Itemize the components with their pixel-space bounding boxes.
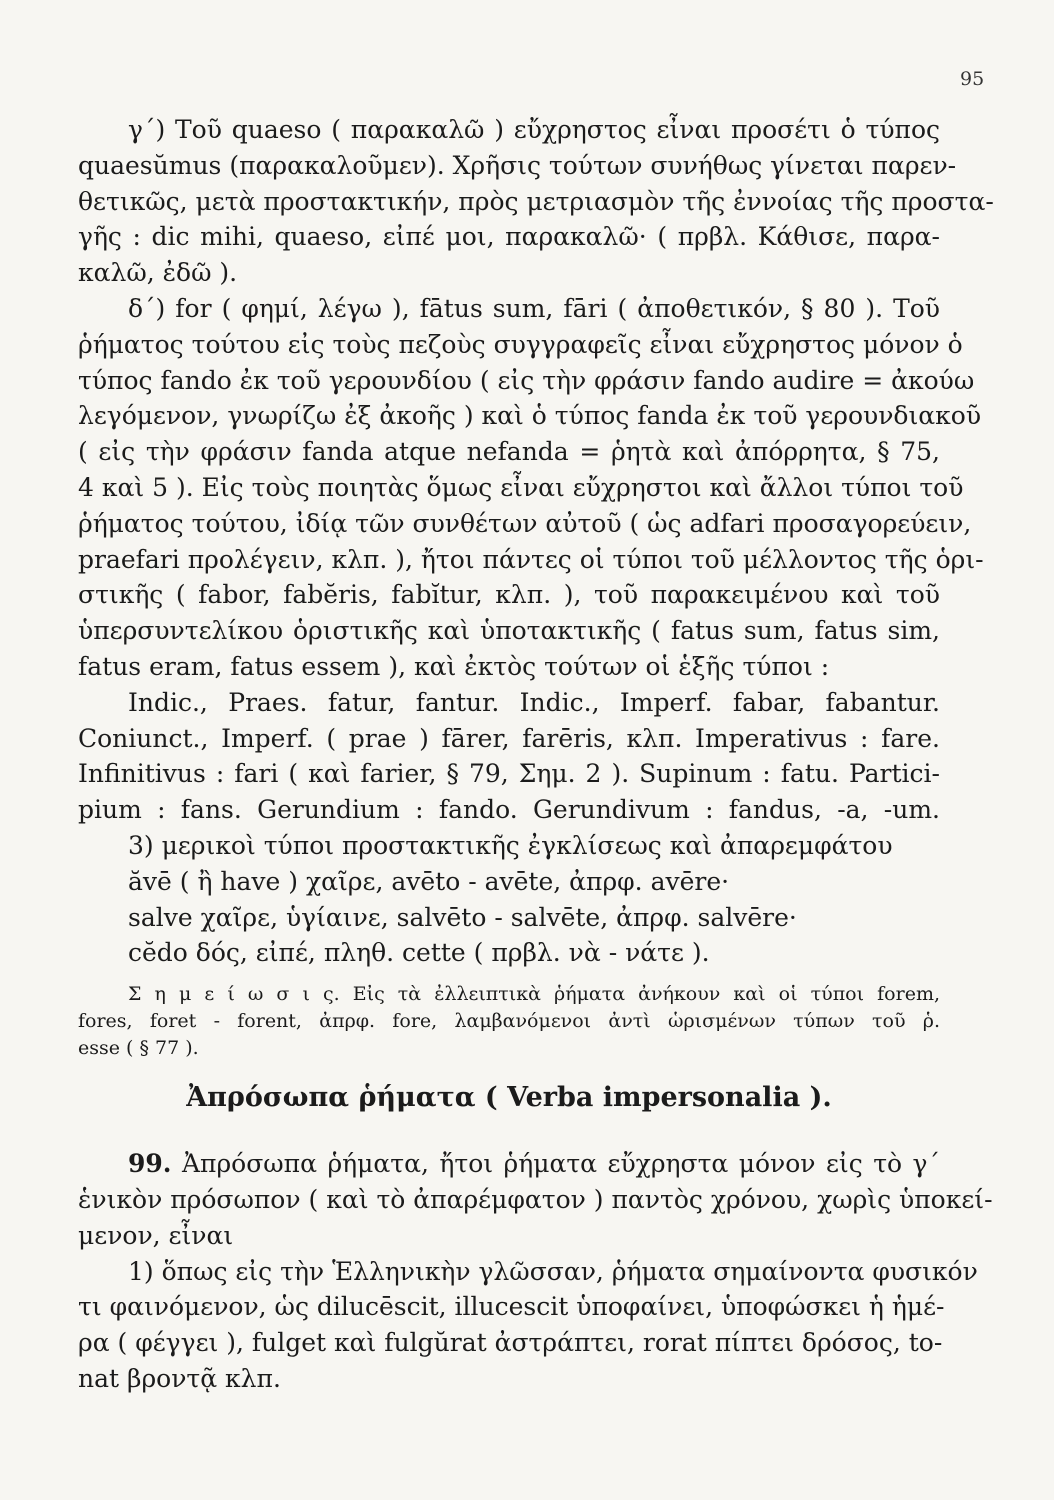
forms-line: Indic., Praes. fatur, fantur. Indic., Imperf. fabar, fabantur. — [128, 687, 940, 717]
text-line: τύπος fando ἐκ τοῦ γερουνδίου ( εἰς τὴν φράσιν fando audire = ἀκούω — [78, 365, 975, 395]
text-line: γ΄) Τοῦ quaeso ( παρακαλῶ ) εὔχρηστος εἶναι προσέτι ὁ τύπος — [128, 115, 940, 144]
page-number: 95 — [960, 68, 985, 90]
text-line: στικῆς ( fabor, fabĕris, fabĭtur, κλπ. ), τοῦ παρακειμένου καὶ τοῦ — [78, 580, 940, 610]
note-line: Σ η μ ε ί ω σ ι ς. Εἰς τὰ ἐλλειπτικὰ ῥήματα ἀνήκουν καὶ οἱ τύποι forem, — [128, 983, 940, 1006]
section-gamma — [78, 112, 994, 291]
text-line: nat βροντᾷ κλπ. — [78, 1363, 281, 1393]
text-line: ( εἰς τὴν φράσιν fanda atque nefanda = ῥητὰ καὶ ἀπόρρητα, § 75, — [78, 437, 940, 467]
paragraph-first-line: Ἀπρόσωπα ῥήματα, ἤτοι ῥήματα εὔχρηστα μόνον εἰς τὸ γ΄ — [181, 1149, 940, 1179]
text-line: μενον, εἶναι — [78, 1220, 234, 1250]
text-line: ρα ( φέγγει ), fulget καὶ fulgŭrat ἀστράπτει, rorat πίπτει δρόσος, to- — [78, 1328, 943, 1358]
note-line: esse ( § 77 ). — [78, 1037, 199, 1060]
spacer — [78, 971, 940, 981]
text-line: 1) ὅπως εἰς τὴν Ἑλληνικὴν γλῶσσαν, ῥήματα σημαίνοντα φυσικόν — [128, 1256, 978, 1286]
section-heading: Ἀπρόσωπα ῥήματα ( Verba impersonalia ). — [186, 1082, 832, 1114]
text-line: δ΄) for ( φημί, λέγω ), fātus sum, fāri ( ἀποθετικόν, § 80 ). Τοῦ — [128, 293, 940, 323]
section-delta — [78, 291, 984, 685]
text-line: λεγόμενον, γνωρίζω ἐξ ἀκοῆς ) καὶ ὁ τύπος fanda ἐκ τοῦ γερουνδιακοῦ — [78, 401, 982, 431]
paragraph-number: 99. — [128, 1149, 172, 1179]
text-line — [78, 1146, 940, 1182]
paragraph-99 — [78, 1146, 993, 1397]
text-line: τι φαινόμενον, ὡς dilucēscit, illucescit ὑποφαίνει, ὑποφώσκει ἡ ἡμέ- — [78, 1292, 945, 1322]
note — [78, 981, 940, 1062]
section-three — [78, 828, 940, 971]
text-line: γῆς : dic mihi, quaeso, εἰπέ μοι, παρακαλῶ· ( πρβλ. Κάθισε, παρα- — [78, 222, 940, 252]
section-three-intro: 3) μερικοὶ τύποι προστακτικῆς ἐγκλίσεως καὶ ἀπαρεμφάτου — [128, 830, 893, 860]
forms-line: Infinitivus : fari ( καὶ farier, § 79, Σημ. 2 ). Supinum : fatu. Partici- — [78, 759, 940, 789]
imperative-form-line: cĕdo δός, εἰπέ, πληθ. cette ( πρβλ. νὰ - νάτε ). — [128, 938, 710, 968]
forms-line: pium : fans. Gerundium : fando. Gerundivum : fandus, -a, -um. — [78, 795, 940, 825]
text-line: ῥήματος τούτου, ἰδίᾳ τῶν συνθέτων αὐτοῦ ( ὡς adfari προσαγορεύειν, — [78, 508, 972, 538]
text-line: praefari προλέγειν, κλπ. ), ἤτοι πάντες οἱ τύποι τοῦ μέλλοντος τῆς ὁρι- — [78, 544, 984, 574]
section-delta-forms — [78, 685, 940, 828]
text-line: 4 καὶ 5 ). Εἰς τοὺς ποιητὰς ὅμως εἶναι εὔχρηστοι καὶ ἄλλοι τύποι τοῦ — [78, 472, 964, 502]
imperative-form-line: ăvē ( ἢ have ) χαῖρε, avēto - avēte, ἀπρφ. avēre· — [128, 866, 730, 896]
text-line: ὑπερσυντελίκου ὁριστικῆς καὶ ὑποτακτικῆς ( fatus sum, fatus sim, — [78, 616, 940, 646]
forms-line: Coniunct., Imperf. ( prae ) fārer, farēris, κλπ. Imperativus : fare. — [78, 723, 940, 753]
text-line: θετικῶς, μετὰ προστακτικήν, πρὸς μετριασμὸν τῆς ἐννοίας τῆς προστα- — [78, 186, 994, 216]
text-line: fatus eram, fatus essem ), καὶ ἐκτὸς τούτων οἱ ἑξῆς τύποι : — [78, 651, 830, 681]
body-text — [78, 112, 994, 1397]
text-line: ῥήματος τούτου εἰς τοὺς πεζοὺς συγγραφεῖς εἶναι εὔχρηστος μόνον ὁ — [78, 329, 963, 359]
text-line: ἑνικὸν πρόσωπον ( καὶ τὸ ἀπαρέμφατον ) παντὸς χρόνου, χωρὶς ὑποκεί- — [78, 1184, 993, 1214]
text-line: quaesŭmus (παρακαλοῦμεν). Χρῆσις τούτων συνήθως γίνεται παρεν- — [78, 150, 957, 180]
note-line: fores, foret - forent, ἀπρφ. fore, λαμβανόμενοι ἀντὶ ὡρισμένων τύπων τοῦ ῥ. — [78, 1010, 940, 1033]
imperative-form-line: salve χαῖρε, ὑγίαινε, salvēto - salvēte, ἀπρφ. salvēre· — [128, 902, 797, 932]
text-line: καλῶ, ἐδῶ ). — [78, 258, 238, 288]
